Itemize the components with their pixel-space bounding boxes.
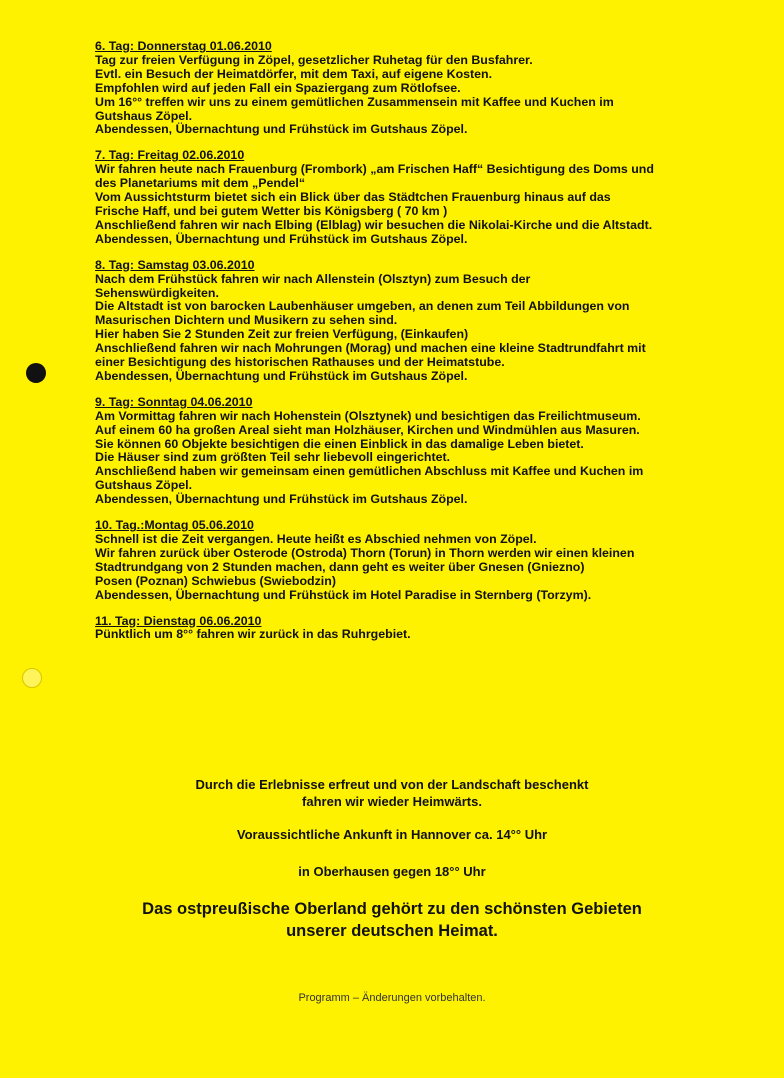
day-line: Gutshaus Zöpel. [95, 478, 193, 493]
day-line: Abendessen, Übernachtung und Frühstück im Gutshaus Zöpel. [95, 368, 468, 383]
day-line: Anschließend fahren wir nach Elbing (Elblag) wir besuchen die Nikolai-Kirche und die Altstadt. [95, 217, 653, 232]
day-line: Abendessen, Übernachtung und Frühstück im Gutshaus Zöpel. [95, 231, 468, 246]
arrival-oberhausen: in Oberhausen gegen 18°° Uhr [298, 864, 486, 879]
day-line: Nach dem Frühstück fahren wir nach Allenstein (Olsztyn) zum Besuch der [95, 271, 531, 286]
day-line: Gutshaus Zöpel. [95, 108, 193, 123]
day-title: 11. Tag: Dienstag 06.06.2010 [95, 613, 262, 628]
day-line: Um 16°° treffen wir uns zu einem gemütlichen Zusammensein mit Kaffee und Kuchen im [95, 94, 614, 109]
day-line: Abendessen, Übernachtung und Frühstück im Hotel Paradise in Sternberg (Torzym). [95, 587, 592, 602]
motto-line: unserer deutschen Heimat. [286, 922, 498, 940]
day-title: 8. Tag: Samstag 03.06.2010 [95, 257, 255, 272]
day-7 [95, 149, 735, 246]
day-line: Anschließend haben wir gemeinsam einen gemütlichen Abschluss mit Kaffee und Kuchen im [95, 464, 644, 479]
day-line: Wir fahren zurück über Osterode (Ostroda) Thorn (Torun) in Thorn werden wir einen kleinen [95, 545, 635, 560]
day-line: Pünktlich um 8°° fahren wir zurück in das Ruhrgebiet. [95, 627, 411, 642]
day-title: 6. Tag: Donnerstag 01.06.2010 [95, 39, 272, 53]
day-line: Hier haben Sie 2 Stunden Zeit zur freien Verfügung, (Einkaufen) [95, 327, 469, 342]
day-line: Die Altstadt ist von barocken Laubenhäuser umgeben, an denen zum Teil Abbildungen von [95, 299, 630, 314]
day-9 [95, 396, 735, 507]
day-11 [95, 615, 735, 643]
day-line: Evtl. ein Besuch der Heimatdörfer, mit dem Taxi, auf eigene Kosten. [95, 66, 493, 81]
closing-line: Durch die Erlebnisse erfreut und von der Landschaft beschenkt [195, 777, 589, 792]
closing-line: fahren wir wieder Heimwärts. [302, 794, 482, 809]
day-line: Stadtrundgang von 2 Stunden machen, dann geht es weiter über Gnesen (Gniezno) [95, 559, 585, 574]
day-line: des Planetariums mit dem „Pendel“ [95, 176, 306, 191]
day-line: Auf einem 60 ha großen Areal sieht man Holzhäuser, Kirchen und Windmühlen aus Masuren. [95, 422, 640, 437]
motto-line: Das ostpreußische Oberland gehört zu den schönsten Gebieten [142, 900, 642, 918]
arrival-hannover: Voraussichtliche Ankunft in Hannover ca. 14°° Uhr [236, 827, 548, 842]
day-line: Abendessen, Übernachtung und Frühstück im Gutshaus Zöpel. [95, 122, 468, 137]
day-8 [95, 259, 735, 384]
day-line: Empfohlen wird auf jeden Fall ein Spaziergang zum Rötlofsee. [95, 80, 461, 95]
day-line: Tag zur freien Verfügung in Zöpel, gesetzlicher Ruhetag für den Busfahrer. [95, 52, 533, 67]
motto [60, 898, 724, 942]
day-line: Wir fahren heute nach Frauenburg (Frombork) „am Frischen Haff“ Besichtigung des Doms und [95, 162, 654, 177]
day-6 [95, 40, 735, 137]
punch-hole [26, 363, 46, 383]
day-10 [95, 519, 735, 602]
itinerary [95, 40, 735, 654]
day-title: 10. Tag.:Montag 05.06.2010 [95, 518, 254, 533]
day-line: Sie können 60 Objekte besichtigen die einen Einblick in das damalige Leben bietet. [95, 436, 584, 451]
punch-hole-faint [22, 668, 42, 688]
day-title: 9. Tag: Sonntag 04.06.2010 [95, 394, 253, 409]
day-line: Anschließend fahren wir nach Mohrungen (Morag) und machen eine kleine Stadtrundfahrt mit [95, 341, 646, 356]
footer-note: Programm – Änderungen vorbehalten. [298, 992, 486, 1004]
day-line: Vom Aussichtsturm bietet sich ein Blick über das Städtchen Frauenburg hinaus auf das [95, 190, 611, 205]
day-title: 7. Tag: Freitag 02.06.2010 [95, 148, 245, 163]
day-line: Posen (Poznan) Schwiebus (Swiebodzin) [95, 573, 336, 588]
day-line: Die Häuser sind zum größten Teil sehr liebevoll eingerichtet. [95, 450, 451, 465]
day-line: Schnell ist die Zeit vergangen. Heute heißt es Abschied nehmen von Zöpel. [95, 532, 537, 546]
day-line: Abendessen, Übernachtung und Frühstück im Gutshaus Zöpel. [95, 492, 468, 507]
day-line: einer Besichtigung des historischen Rathauses und der Heimatstube. [95, 355, 505, 370]
day-line: Am Vormittag fahren wir nach Hohenstein (Olsztynek) und besichtigen das Freilichtmuseum. [95, 408, 641, 423]
day-line: Masurischen Dichtern und Musikern zu sehen sind. [95, 313, 398, 328]
day-line: Frische Haff, und bei gutem Wetter bis Königsberg ( 70 km ) [95, 203, 448, 218]
day-line: Sehenswürdigkeiten. [95, 285, 219, 300]
closing-text [60, 776, 724, 810]
